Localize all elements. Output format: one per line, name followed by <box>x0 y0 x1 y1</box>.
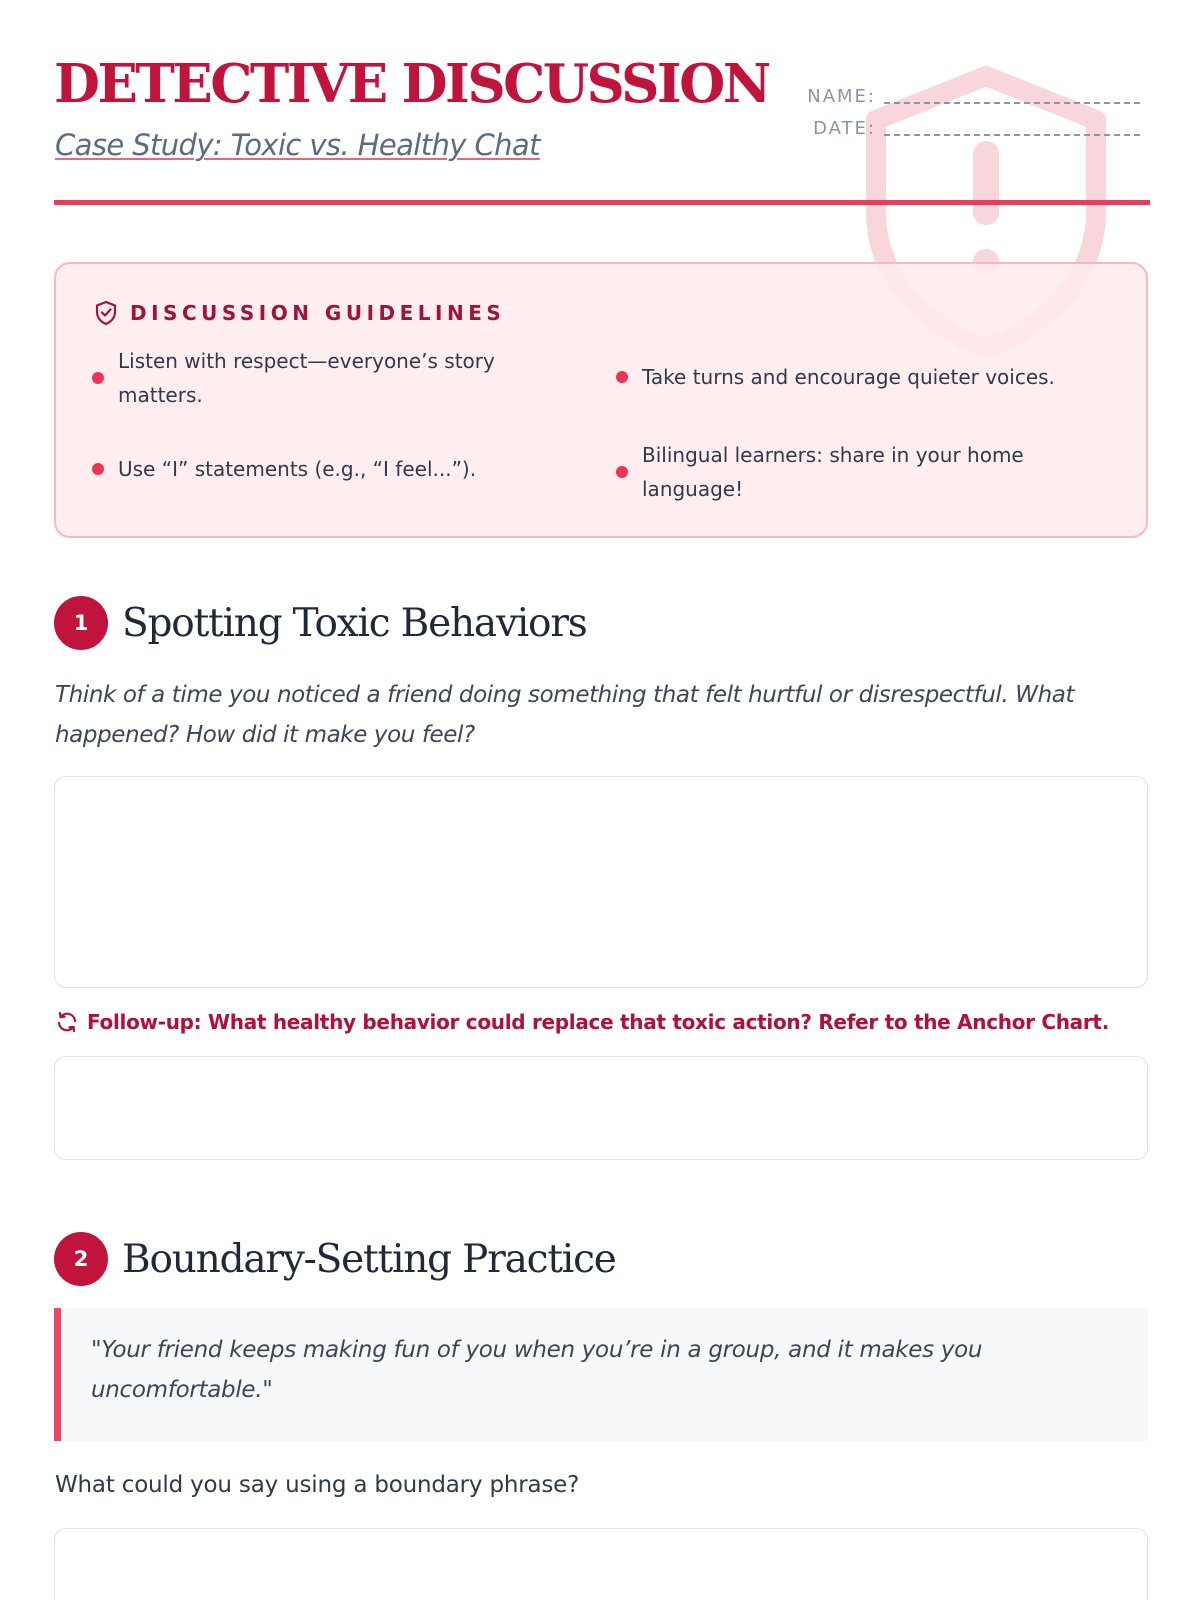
name-field[interactable] <box>800 88 1140 106</box>
date-line[interactable] <box>884 134 1140 136</box>
guideline-item <box>92 452 572 486</box>
date-label: DATE: <box>813 118 876 139</box>
guidelines-title: DISCUSSION GUIDELINES <box>130 301 506 325</box>
refresh-icon <box>55 1010 79 1034</box>
scenario-quote: "Your friend keeps making fun of you when you’re in a group, and it makes you uncomfortable." <box>54 1308 1148 1441</box>
bullet-dot <box>616 466 628 478</box>
guideline-text: Use “I” statements (e.g., “I feel...”). <box>118 457 477 481</box>
section-number-badge: 1 <box>54 596 108 650</box>
section-1-title: Spotting Toxic Behaviors <box>122 600 587 646</box>
bullet-dot <box>92 463 104 475</box>
guideline-text: Bilingual learners: share in your home language! <box>642 443 1024 501</box>
shield-check-icon <box>94 300 118 326</box>
bullet-dot <box>616 371 628 383</box>
bullet-dot <box>92 372 104 384</box>
section-1-prompt: Think of a time you noticed a friend doing something that felt hurtful or disrespectful. What happened? How did it make you feel? <box>55 682 1075 748</box>
name-line[interactable] <box>884 102 1140 104</box>
discussion-guidelines-panel <box>54 262 1148 538</box>
answer-box-1[interactable] <box>54 776 1148 988</box>
guideline-text: Listen with respect—everyone’s story matters. <box>118 349 495 407</box>
answer-box-2[interactable] <box>54 1056 1148 1160</box>
section-2-title: Boundary-Setting Practice <box>122 1236 616 1282</box>
guideline-item <box>616 360 1116 394</box>
page-title: DETECTIVE DISCUSSION <box>54 53 769 115</box>
guideline-item <box>616 438 1076 506</box>
guidelines-header <box>94 300 505 326</box>
section-number-badge: 2 <box>54 1232 108 1286</box>
answer-box-3[interactable] <box>54 1528 1148 1600</box>
followup-text: Follow-up: What healthy behavior could replace that toxic action? Refer to the Anchor Chart. <box>87 1010 1109 1034</box>
section-2-question: What could you say using a boundary phrase? <box>55 1472 580 1498</box>
page-subtitle: Case Study: Toxic vs. Healthy Chat <box>55 128 540 162</box>
guideline-item <box>92 344 532 412</box>
followup-prompt <box>55 1010 1109 1034</box>
guideline-text: Take turns and encourage quieter voices. <box>642 365 1055 389</box>
section-1-header <box>54 596 587 650</box>
header-divider <box>54 200 1150 205</box>
section-2-header <box>54 1232 616 1286</box>
name-label: NAME: <box>807 86 876 107</box>
date-field[interactable] <box>800 120 1140 138</box>
